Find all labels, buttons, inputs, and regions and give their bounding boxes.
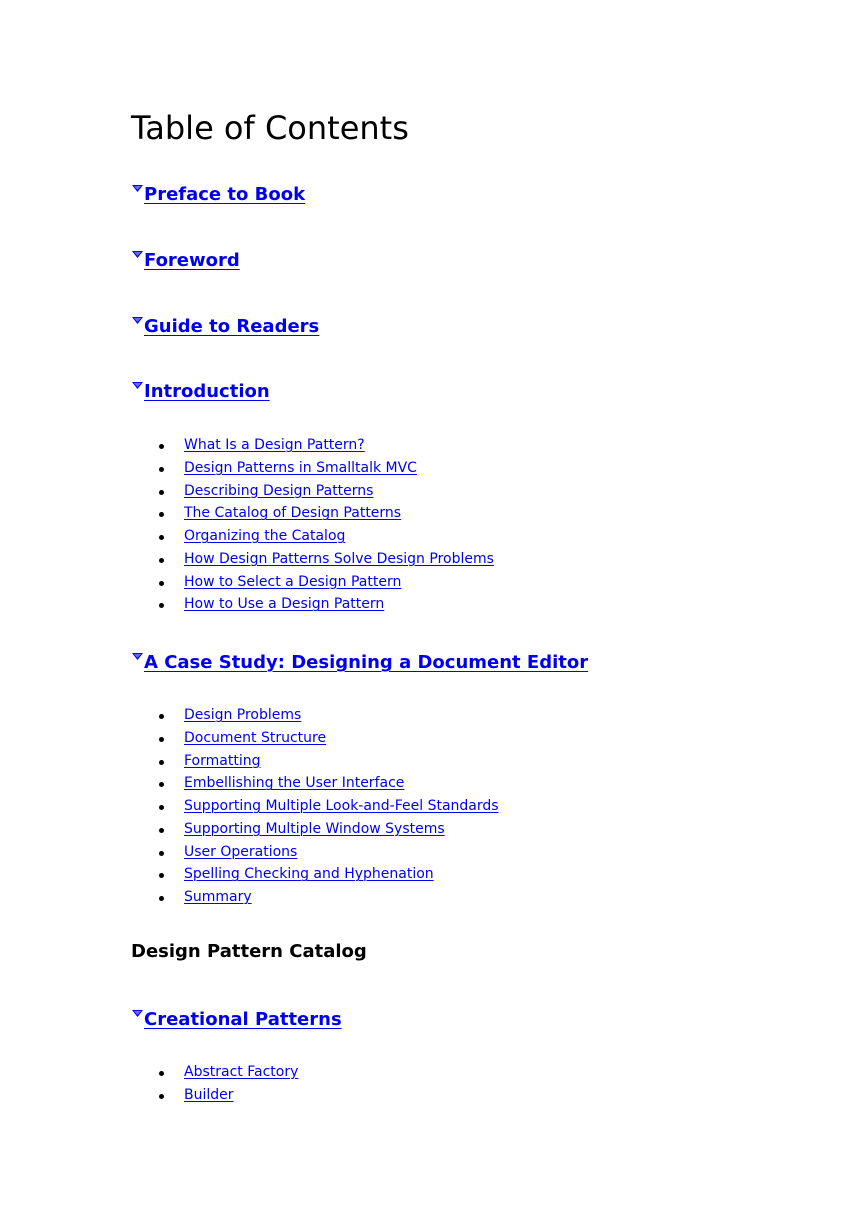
- section-link-case-study[interactable]: A Case Study: Designing a Document Editor: [144, 652, 589, 673]
- disclosure-triangle-down-icon[interactable]: [131, 652, 144, 664]
- toc-link[interactable]: Spelling Checking and Hyphenation: [184, 866, 434, 883]
- section-heading-case-study: [131, 651, 811, 675]
- list-item: [131, 548, 811, 571]
- section-link-guide[interactable]: Guide to Readers: [144, 316, 320, 337]
- list-item: [131, 1061, 811, 1084]
- part-heading-catalog: Design Pattern Catalog: [131, 940, 367, 962]
- creational-list: [131, 1061, 811, 1107]
- list-item: [131, 704, 811, 727]
- list-item: [131, 886, 811, 909]
- list-item: [131, 863, 811, 886]
- section-heading-preface: [131, 183, 811, 207]
- list-item: [131, 571, 811, 594]
- toc-link[interactable]: Supporting Multiple Look-and-Feel Standards: [184, 798, 499, 814]
- list-item: [131, 772, 811, 795]
- section-link-creational[interactable]: Creational Patterns: [144, 1008, 342, 1030]
- toc-link[interactable]: How to Select a Design Pattern: [184, 573, 402, 590]
- list-item: [131, 841, 811, 864]
- toc-link[interactable]: What Is a Design Pattern?: [184, 437, 365, 453]
- list-item: [131, 434, 811, 457]
- page-title: Table of Contents: [131, 109, 409, 147]
- disclosure-triangle-down-icon[interactable]: [131, 316, 144, 328]
- list-item: [131, 480, 811, 503]
- list-item: [131, 525, 811, 548]
- section-heading-guide: [131, 315, 811, 339]
- toc-link[interactable]: How Design Patterns Solve Design Problems: [184, 550, 494, 567]
- list-item: [131, 1084, 811, 1107]
- toc-link[interactable]: Organizing the Catalog: [184, 528, 346, 544]
- introduction-list: [131, 434, 811, 616]
- toc-page: [131, 108, 811, 1106]
- list-item: [131, 795, 811, 818]
- section-link-preface[interactable]: Preface to Book: [144, 184, 306, 205]
- disclosure-triangle-down-icon[interactable]: [131, 381, 144, 393]
- list-item: [131, 502, 811, 525]
- list-item: [131, 457, 811, 480]
- toc-link[interactable]: Document Structure: [184, 729, 327, 746]
- section-link-foreword[interactable]: Foreword: [144, 250, 240, 271]
- toc-link[interactable]: Formatting: [184, 752, 261, 769]
- section-heading-creational: [131, 1008, 811, 1032]
- toc-link[interactable]: The Catalog of Design Patterns: [184, 505, 402, 522]
- case-study-list: [131, 704, 811, 909]
- toc-link[interactable]: Supporting Multiple Window Systems: [184, 820, 445, 837]
- list-item: [131, 727, 811, 750]
- disclosure-triangle-down-icon[interactable]: [131, 250, 144, 262]
- list-item: [131, 818, 811, 841]
- toc-link[interactable]: Design Patterns in Smalltalk MVC: [184, 459, 417, 476]
- toc-link[interactable]: User Operations: [184, 843, 298, 860]
- list-item: [131, 750, 811, 773]
- section-heading-introduction: [131, 380, 811, 404]
- toc-link[interactable]: Summary: [184, 889, 252, 905]
- toc-link[interactable]: Describing Design Patterns: [184, 482, 374, 499]
- disclosure-triangle-down-icon[interactable]: [131, 1009, 144, 1021]
- list-item: [131, 593, 811, 616]
- disclosure-triangle-down-icon[interactable]: [131, 184, 144, 196]
- toc-link[interactable]: Design Problems: [184, 707, 302, 723]
- toc-link[interactable]: How to Use a Design Pattern: [184, 596, 385, 613]
- toc-link[interactable]: Builder: [184, 1086, 234, 1103]
- toc-link[interactable]: Abstract Factory: [184, 1063, 299, 1080]
- section-link-introduction[interactable]: Introduction: [144, 381, 270, 402]
- section-heading-foreword: [131, 249, 811, 273]
- toc-link[interactable]: Embellishing the User Interface: [184, 775, 405, 792]
